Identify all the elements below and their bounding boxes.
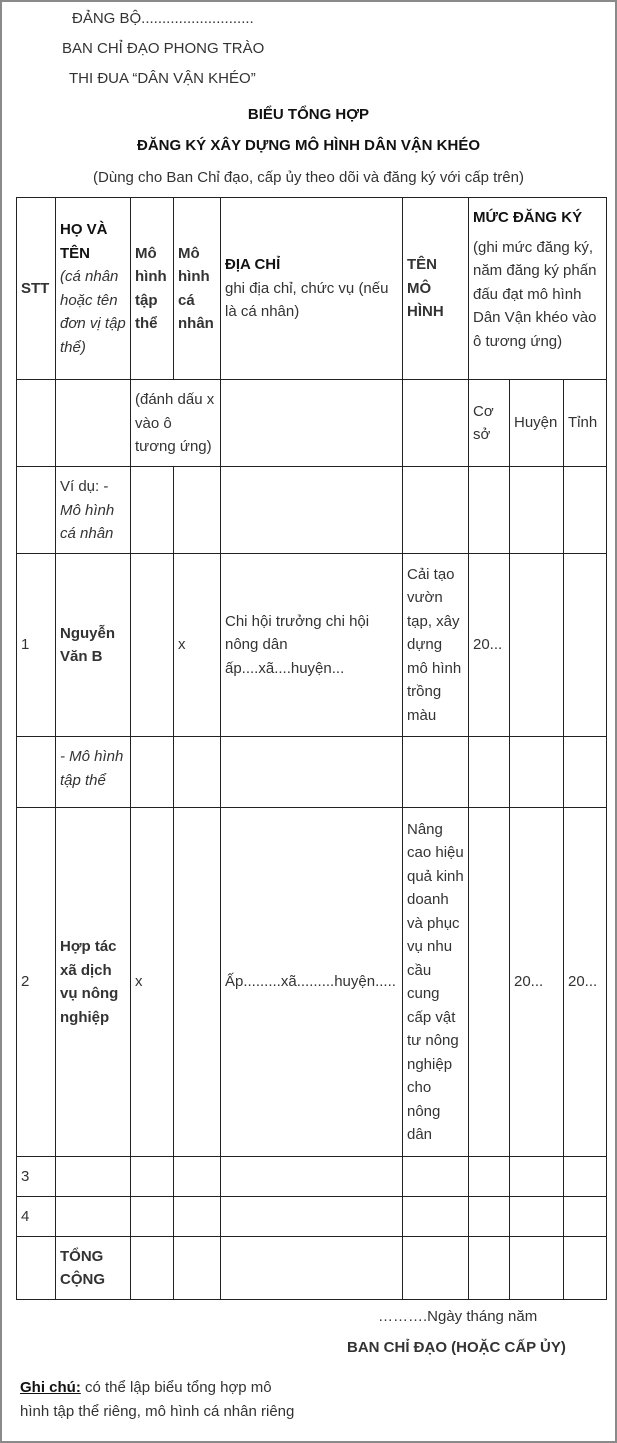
table-row — [17, 808, 607, 1157]
table-row — [17, 554, 607, 737]
cell-stt: 2 — [17, 808, 56, 1157]
cell-collective — [131, 1197, 174, 1237]
total-row — [17, 1237, 607, 1300]
cell-address — [221, 737, 403, 808]
cell-name: Hợp tác xã dịch vụ nông nghiệp — [56, 808, 131, 1157]
cell-address: Chi hội trưởng chi hội nông dân ấp....xã....huyện... — [221, 554, 403, 737]
subheader-stt — [17, 380, 56, 467]
cell-district: 20... — [510, 808, 564, 1157]
example-prefix: Ví dụ: - — [60, 478, 109, 495]
subheader-level-base: Cơ sở — [469, 380, 510, 467]
cell-individual — [174, 737, 221, 808]
cell-province — [564, 554, 607, 737]
header-level — [469, 198, 607, 380]
cell-collective — [131, 1157, 174, 1197]
doc-title: BIỂU TỔNG HỢP — [247, 106, 370, 123]
doc-usage-note: (Dùng cho Ban Chỉ đạo, cấp ủy theo dõi và đăng ký với cấp trên) — [93, 169, 524, 186]
subheader-level-district: Huyện — [510, 380, 564, 467]
cell-model — [403, 1237, 469, 1300]
table-row — [17, 1157, 607, 1197]
cell-individual — [174, 467, 221, 554]
cell-individual: x — [174, 554, 221, 737]
cell-address — [221, 467, 403, 554]
cell-stt: 4 — [17, 1197, 56, 1237]
cell-individual — [174, 1157, 221, 1197]
cell-individual — [174, 808, 221, 1157]
subheader-row — [17, 380, 607, 467]
cell-model — [403, 737, 469, 808]
cell-collective: x — [131, 808, 174, 1157]
subheader-model — [403, 380, 469, 467]
header-name — [56, 198, 131, 380]
header-address — [221, 198, 403, 380]
signer-title: BAN CHỈ ĐẠO (HOẶC CẤP ỦY) — [347, 1339, 566, 1356]
note-text-1: có thể lập biểu tổng hợp mô — [80, 1379, 272, 1396]
header-address-title: ĐỊA CHỈ — [225, 256, 281, 274]
cell-name: Nguyễn Văn B — [56, 554, 131, 737]
cell-district — [510, 1157, 564, 1197]
cell-collective — [131, 1237, 174, 1300]
table-row — [17, 467, 607, 554]
cell-address — [221, 1157, 403, 1197]
header-address-note: ghi địa chỉ, chức vụ (nếu là cá nhân) — [225, 279, 389, 321]
note-label: Ghi chú: — [20, 1379, 81, 1396]
cell-province: 20... — [564, 808, 607, 1157]
header-stt: STT — [17, 198, 56, 380]
note-line-2: hình tập thể riêng, mô hình cá nhân riêng — [20, 1403, 295, 1420]
cell-district — [510, 554, 564, 737]
cell-stt: 3 — [17, 1157, 56, 1197]
cell-district — [510, 467, 564, 554]
cell-name — [56, 1197, 131, 1237]
cell-base — [469, 737, 510, 808]
cell-province — [564, 737, 607, 808]
cell-stt — [17, 737, 56, 808]
subheader-name — [56, 380, 131, 467]
table-row — [17, 1197, 607, 1237]
cell-model: Nâng cao hiệu quả kinh doanh và phục vụ nhu cầu cung cấp vật tư nông nghiệp cho nông dân — [403, 808, 469, 1157]
cell-collective — [131, 467, 174, 554]
subheader-mark-note: (đánh dấu x vào ô tương ứng) — [131, 380, 221, 467]
cell-model — [403, 1197, 469, 1237]
cell-province — [564, 1157, 607, 1197]
date-line: ……….Ngày tháng năm — [378, 1308, 538, 1325]
cell-district — [510, 1237, 564, 1300]
cell-base — [469, 808, 510, 1157]
cell-model: Cải tạo vườn tạp, xây dựng mô hình trồng màu — [403, 554, 469, 737]
cell-base: 20... — [469, 554, 510, 737]
header-collective: Mô hình tập thể — [131, 198, 174, 380]
cell-district — [510, 737, 564, 808]
cell-name: - Mô hình tập thể — [56, 737, 131, 808]
header-level-title: MỨC ĐĂNG KÝ — [473, 209, 583, 226]
cell-stt: 1 — [17, 554, 56, 737]
cell-base — [469, 1197, 510, 1237]
header-model-name: TÊN MÔ HÌNH — [403, 198, 469, 380]
header-level-note: (ghi mức đăng ký, năm đăng ký phấn đấu đạt mô hình Dân Vận khéo vào ô tương ứng) — [473, 238, 597, 350]
header-name-title: HỌ VÀ TÊN — [60, 221, 108, 262]
header-row — [17, 198, 607, 380]
cell-address — [221, 1237, 403, 1300]
registration-table — [16, 197, 607, 1300]
subheader-address — [221, 380, 403, 467]
cell-address: Ấp.........xã.........huyện..... — [221, 808, 403, 1157]
cell-model — [403, 467, 469, 554]
cell-name — [56, 1157, 131, 1197]
cell-base — [469, 1237, 510, 1300]
cell-model — [403, 1157, 469, 1197]
example-individual-label: Mô hình cá nhân — [60, 501, 115, 542]
cell-collective — [131, 554, 174, 737]
cell-individual — [174, 1197, 221, 1237]
total-label: TỔNG CỘNG — [56, 1237, 131, 1300]
cell-collective — [131, 737, 174, 808]
movement-line: THI ĐUA “DÂN VẬN KHÉO” — [69, 70, 256, 87]
cell-district — [510, 1197, 564, 1237]
cell-base — [469, 1157, 510, 1197]
cell-individual — [174, 1237, 221, 1300]
party-committee-line: ĐẢNG BỘ........................... — [72, 10, 254, 27]
subheader-level-province: Tỉnh — [564, 380, 607, 467]
note-line-1 — [20, 1379, 272, 1396]
cell-address — [221, 1197, 403, 1237]
steering-committee-line: BAN CHỈ ĐẠO PHONG TRÀO — [62, 40, 265, 57]
cell-stt — [17, 467, 56, 554]
cell-base — [469, 467, 510, 554]
doc-subtitle: ĐĂNG KÝ XÂY DỰNG MÔ HÌNH DÂN VẬN KHÉO — [136, 137, 481, 154]
cell-province — [564, 1197, 607, 1237]
cell-province — [564, 467, 607, 554]
header-individual: Mô hình cá nhân — [174, 198, 221, 380]
cell-name — [56, 467, 131, 554]
table-row — [17, 737, 607, 808]
cell-stt — [17, 1237, 56, 1300]
header-name-note: (cá nhân hoặc tên đơn vị tập thể) — [60, 268, 126, 356]
cell-province — [564, 1237, 607, 1300]
